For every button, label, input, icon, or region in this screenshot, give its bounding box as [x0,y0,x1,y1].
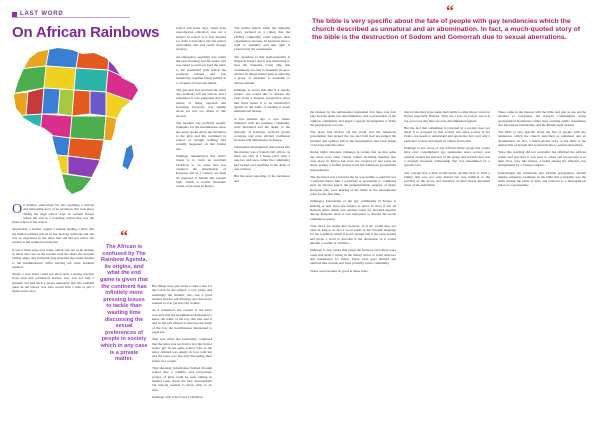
paragraph: The quandary is that homosexuality is illegal in Kenya and it was interesting to hear the Supreme Court chip this community are able to assemble about to discuss an illegal matter akin to allowing a group of assassins to assemble to discuss murder. [234,54,290,85]
paragraph: That was when she reluctantly confessed that the letter was not from a boy but from a senior girl in the same school who as the letter claimed was deeply in love with her and the letter was just lady discussing their future as a couple. [152,337,212,363]
drop-cap: O [12,202,23,217]
paragraph: A few months ago, a case where ministers with the southern community were murdered and his death, to the majority of Kenyans received global coverage and even elicited comments from the UN ambassador in Kenya. [234,116,290,143]
paragraph: school and those days, when even reproduction education was not a subject in school as it was deemed too risky to introduce into the school curriculum, this was really strange territory. [176,26,226,52]
paragraph [12,203,94,224]
paragraph: True, there are issues that 'persons', if at all, would they not exist in Kenya, in fact a word exists in the Swahili language for the condition which is proof enough that it has been around and given a word to describe it but discussion of it would amount to public at all times. [310,223,396,246]
right-column-1 [310,110,396,276]
paragraph: Surely a love letter could not elicit such a strong reaction from even that puritanical teacher, who was not only a spinster, but had such a severe demeanor that she rounded jokes in the school was who would find a man to put a smile on her face. [12,272,94,294]
section-label: LAST WORD [20,11,64,17]
right-column-3 [498,110,586,191]
paragraph: The bible is very specific about the fate of people with gay tendencies which the church described as unnatural and an abomination. In fact, a much-quoted story of the bible is the destruction of Sodom and Gomorrah due to sexual aberrations. [498,130,586,148]
paragraph: This shocking information flashed through school like a wildfire and everywhere groups of girls could be seen talking in hushed tones about the new development but nobody seemed to know what to do next. [152,366,212,392]
paragraph: Oshungo is aware that this is a touchy subject and would like to discuss the topic from a Kenyan perspective since like most issues it is an somebody's agenda in the name of running it down international threats. [234,87,290,114]
paragraph: As it transpired, the content of the letter was such that the headmistress demanded to know the name of the boy that had sent it and as the girl refused to disclose the name of the boy the headmistress threatened to expel her. [152,308,212,334]
paragraph: An emergency assembly was called the next morning and the senior girl was asked to read out loud the letter to the assembled girls which she promptly refused and was summarily expelled being termed as a corrupter of innocent minds. [176,54,226,85]
africa-map-icon [10,44,140,199]
article-headline: On African Rainbows [12,24,160,41]
section-rule [12,17,130,18]
paragraph: The girl that had received the letter also suddenly left the school, and I remember it was suggested that the nature of being exposed and frowning everyone was talking about yet was too afraid to talk about it. [176,87,226,118]
paragraph: The drama started when the Supreme Court declared in a ruling that the LBTIQ community could register their organisation because all Kenyans have a right to assembly and that right is protected in the constitution. [234,26,290,52]
pull-quote-text: The bible is very specific about the fate of people with gay tendencies which the church described as unnatural and an abomination. In fact, a much-quoted story of the bible is the destruction of Sodom and Gomorrah due to sexual aberrations. [312,18,581,42]
paragraph: the manner by the ambassador insinuated that there was foul play and the death was discriminatory and a persecution of the rainbow community and urged a speedy investigation to bring the perpetrators to book. [310,110,396,127]
quote-mark-icon: “ [446,3,454,20]
pull-quote-left [100,228,148,363]
africa-rainbow-map [10,44,140,199]
left-column-3 [234,26,290,186]
pull-quote-right [312,3,588,43]
paragraph: Interestingly the Christians also include polygamous ancient despite extensive examples in the bible that polygamy was the norm during the bible of days and restored to a monogamous union as a prerequisite [498,170,586,188]
paragraph: But the fact that something is tolerated in a society does not mean it is accepted by that society and since society is not fickle, one needs to understand and appreciate how and why a particular society developed its values and norms. [404,125,490,143]
quote-mark-icon: “ [120,228,128,245]
paragraph: The incident was probably equally traumatic for the headmistress since she never spoke about the incidence to the girls and life continued in school as though nothing had actually happened on that fateful day. [176,120,226,151]
right-column-2 [404,110,490,191]
paragraph: Oshungo remembered that term's bonus is to form an excellent backdrop to an issue that has captured the imagination of Kenyans and as a country we must all prepared to handle this present topic which a former President called a non-issue in Kenya. [176,154,226,189]
paragraph: But things were just about to take a turn for the worse for the subject, a very pretty and seemingly the student, who was a good student and the self-effacing type that never seemed to ever get into any trouble. [152,284,212,306]
paragraph: The press had kicked off the event and the American government had picked the cue and both had pre-judged the incident and opinion before the investigation had even begun or had any tentative lines. [310,130,396,148]
paragraph: Since this teaching did not contradict but affirmed the African norms and practices it was easy to adopt and incorporate it in their lives, very like Kenya, a belief among the Africans was strengthened by a foreign religion. [498,150,586,168]
paragraph: Apparently, a teacher caught a student reading a letter that his bank-boyfriend placed in her biology textbook and she was so engrossed in the letter that she did not notice the teacher at the walked towards her. [12,227,94,245]
paragraph: These were because no good at these trade. [310,268,369,273]
right-page [300,0,600,424]
left-column-2b [152,284,212,402]
paragraph: that in time they have taken their skills to other major towns in Kenya especially Nairobi. They are a part of society and it is not on record that they are ever discriminated against. [404,110,490,123]
paragraph: There came in the interest with the bible and gun as one and he decided to reorganise the Kenyan communities along geographical boundaries rather than existing ethnic boundaries and introduced Christianity and the British legal system. [498,110,586,127]
paragraph-text: n Sunday, somewhere far into spending a curious and interesting story of an incidence that took place during my high school days in western Kenya where the was in a boarding school that was the sister school to his school. [12,203,94,225]
paragraph: Oshungo is not aware of any African ethnic group that would have ever contemplated gay tendencies since society was cultural around the survival of the group and towards that was a strongly favoured relationship that was determined by a specific role. [404,146,490,168]
paragraph: Oshungo is also aware that along the Kenyan coast there were cases that male a living in the luxury sector to hotel directors and reassurance for ladies. There were guys dressed and behaved like women and were probably in the community. [310,248,396,266]
left-column-2 [176,26,226,191]
paragraph: The concept that a man would prefer another man to form a family unit was not only absurd but was inimical to the survival of the group and therefore societal moral informed those of the individual. [404,170,490,188]
paragraph: Oshungo's knowledge of the gay community in Kenya is sketchy at best since the subject is taboo in most if not all Kenyan tribes which was another cause for shocked surprise among Kenyans since it was unpopular to discuss his social orientation openly. [310,199,396,221]
paragraph: But the press reporting of the incidence and [234,174,290,183]
paragraph: Doing rights violation. Oshungo is certain that on that same day there were other violent crimes including murders that took place in Kenya but were not covered by the press let alone getting a formal protest from the American government representative. [310,150,396,172]
paragraph: Subsequent investigation discovered that the murder was a friend's bill officer, as there are only at a house party with a one-two and once, rather the community had looked over anything in the death of one of these. [234,145,290,171]
left-column-1 [12,203,94,297]
paragraph: It was a three-page love letter, which was not at all strange in those days but as the teacher read the letter she became visibly angry and forthwith frog-marched the errant student to the headmistress's office leaving the other students puzzled. [12,247,94,269]
section-square-icon [12,12,17,17]
paragraph: The deceased was a Kenyan but he was neither a celebrity nor a national figure like a politician or sportsman to command such an interest hence the understandable surprise of many Kenyans who were hearing of his name as the international press for the first time. [310,174,396,197]
pull-quote-text: The African is confused by The Rainbow Agenda, its origins, and what the end game is given that the continent has infinitely more pressing issues to tackle than wasting time discussing the sexual preferences of people in society which in any case is a private matter. [100,244,148,363]
paragraph: Oshungo with school was a Christian [152,394,203,399]
